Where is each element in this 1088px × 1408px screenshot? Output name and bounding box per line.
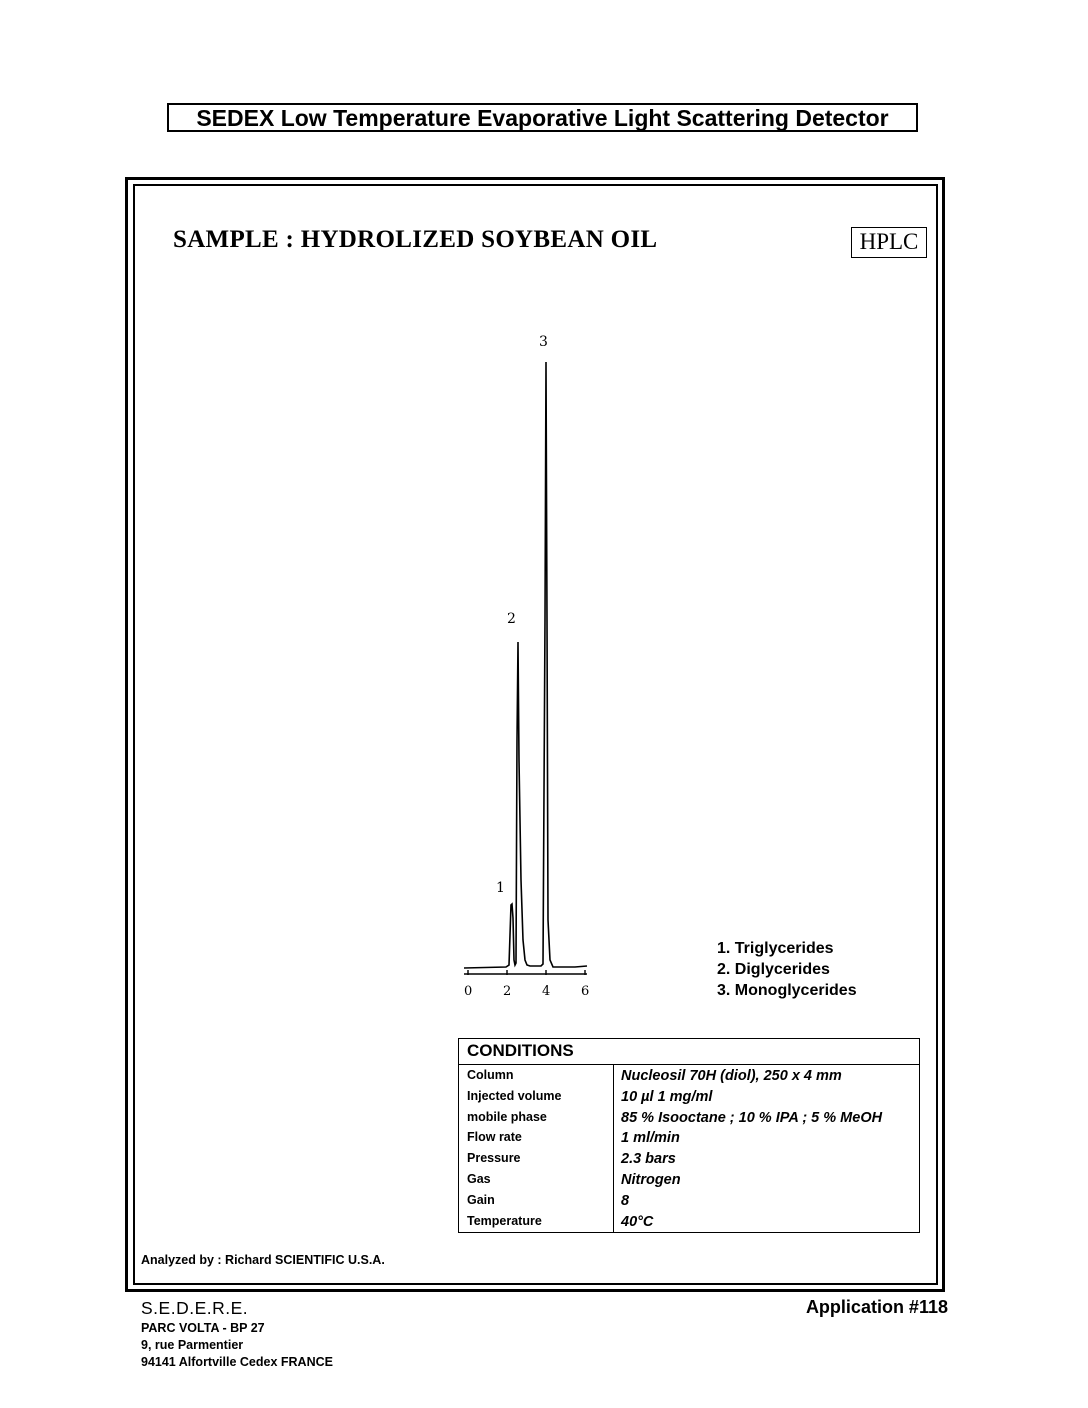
condition-value: Nucleosil 70H (diol), 250 x 4 mm [621,1068,842,1084]
condition-value: 40°C [621,1213,654,1230]
chromatogram-trace [464,362,587,968]
peak-label-1: 1 [496,880,505,896]
company-name: S.E.D.E.R.E. [141,1298,249,1318]
document-title: SEDEX Low Temperature Evaporative Light Scattering Detector [167,103,918,132]
condition-label: Flow rate [467,1130,522,1145]
axis-line [464,970,587,975]
legend-item: 2. Diglycerides [717,961,830,978]
conditions-body [459,1065,919,1232]
table-row [459,1213,919,1234]
table-row [459,1192,919,1213]
condition-label: Pressure [467,1151,521,1166]
axis-tick-2: 2 [503,984,512,999]
table-row [459,1150,919,1171]
axis-tick-0: 0 [464,984,473,999]
condition-label: mobile phase [467,1109,547,1124]
condition-value: 85 % Isooctane ; 10 % IPA ; 5 % MeOH [621,1109,883,1126]
application-number: Application #118 [805,1297,948,1317]
condition-label: Gas [467,1172,491,1186]
address-line: 94141 Alfortville Cedex FRANCE [141,1355,333,1369]
condition-label: Temperature [467,1213,542,1228]
condition-value: 8 [621,1192,630,1209]
axis-tick-4: 4 [542,984,551,999]
peak-label-3: 3 [539,334,548,350]
sample-title: SAMPLE : HYDROLIZED SOYBEAN OIL [173,226,658,253]
condition-label: Column [467,1068,514,1082]
condition-value: 10 µl 1 mg/ml [621,1088,713,1105]
condition-value: 1 ml/min [621,1130,680,1147]
table-row [459,1088,919,1109]
condition-label: Gain [467,1192,495,1207]
table-row [459,1171,919,1192]
address-line: 9, rue Parmentier [141,1338,244,1352]
chromatogram [440,320,600,1005]
condition-value: 2.3 bars [621,1151,676,1168]
hplc-badge: HPLC [851,227,927,258]
legend-item: 3. Monoglycerides [717,982,857,999]
condition-label: Injected volume [467,1088,562,1103]
peak-legend [717,938,857,1001]
table-row [459,1129,919,1150]
table-row [459,1067,919,1088]
axis-tick-6: 6 [581,984,590,999]
conditions-title: CONDITIONS [459,1039,919,1065]
analyzed-by: Analyzed by : Richard SCIENTIFIC U.S.A. [141,1253,385,1267]
peak-label-2: 2 [507,611,516,627]
conditions-table [458,1038,920,1233]
legend-item: 1. Triglycerides [717,940,834,957]
address-line: PARC VOLTA - BP 27 [141,1321,265,1335]
table-row [459,1109,919,1130]
condition-value: Nitrogen [621,1172,681,1188]
